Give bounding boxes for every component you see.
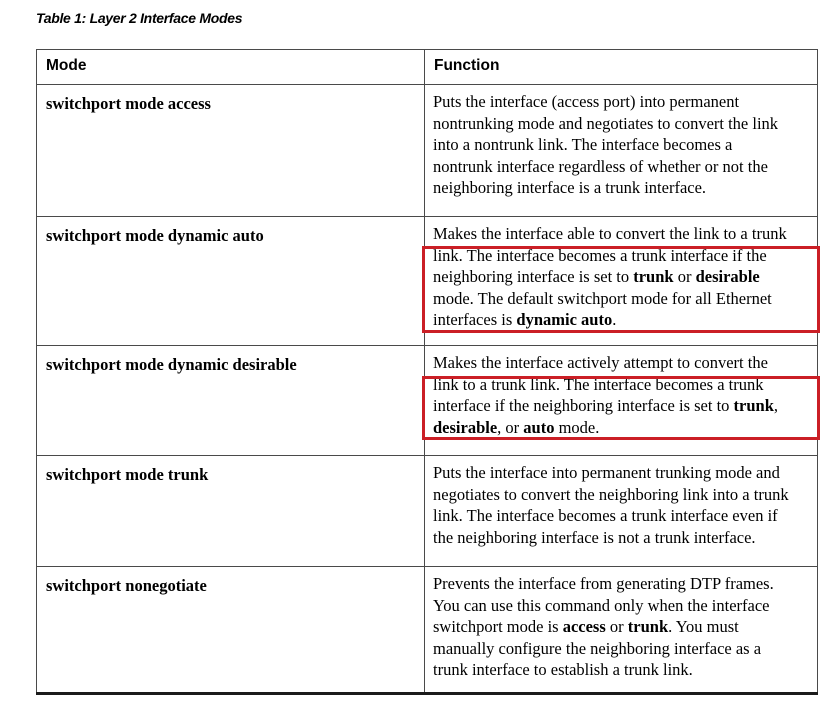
mode-command: switchport nonegotiate [46,576,207,595]
function-text-line: mode. The default switchport mode for all Ethernet [433,288,772,308]
mode-cell [37,346,425,456]
function-text-line: negotiates to convert the neighboring link into a trunk [433,484,789,504]
header-row [37,50,818,85]
function-cell [425,217,818,346]
function-text-line: desirable, or auto mode. [433,417,600,437]
function-text-line: neighboring interface is a trunk interface. [433,178,707,197]
function-text-line: Puts the interface (access port) into permanent [433,92,740,111]
function-text-line: into a nontrunk link. The interface becomes a [433,135,733,154]
function-text-line: You can use this command only when the interface [433,595,770,615]
function-text-line: nontrunk interface regardless of whether or not the [433,156,768,176]
function-text-line: trunk interface to establish a trunk link. [433,660,693,679]
function-text-line: manually configure the neighboring interface as a [433,638,762,658]
layer2-interface-modes-table [36,49,818,695]
function-text-line: the neighboring interface is not a trunk interface. [433,527,756,547]
function-text-line: Makes the interface able to convert the link to a trunk [433,224,787,243]
function-text-line: link to a trunk link. The interface becomes a trunk [433,374,764,394]
mode-command: switchport mode dynamic auto [46,226,264,245]
function-text-line: switchport mode is access or trunk. You must [433,617,739,636]
table-row [37,567,818,694]
table-caption: Table 1: Layer 2 Interface Modes [36,10,243,26]
mode-cell [37,217,425,346]
table-row [37,85,818,217]
function-text-line: link. The interface becomes a trunk interface even if [433,506,778,525]
mode-cell [37,85,425,217]
mode-command: switchport mode dynamic desirable [46,355,297,374]
function-cell [425,567,818,694]
function-cell [425,346,818,456]
function-text-line: nontrunking mode and negotiates to convert the link [433,113,779,133]
function-cell [425,85,818,217]
function-text-line: interfaces is dynamic auto. [433,310,617,329]
function-text-line: link. The interface becomes a trunk interface if the [433,245,767,265]
table-row [37,456,818,567]
function-text-line: interface if the neighboring interface is set to trunk, [433,396,779,415]
mode-command: switchport mode trunk [46,465,209,484]
function-cell [425,456,818,567]
table-row [37,346,818,456]
function-text-line: Puts the interface into permanent trunking mode and [433,463,780,482]
function-text-line: Makes the interface actively attempt to convert the [433,353,768,372]
table-row [37,217,818,346]
function-text-line: Prevents the interface from generating DTP frames. [433,574,774,593]
function-column-header: Function [425,50,818,85]
mode-cell [37,567,425,694]
mode-cell [37,456,425,567]
mode-column-header: Mode [37,50,425,85]
function-text-line: neighboring interface is set to trunk or desirable [433,267,760,286]
mode-command: switchport mode access [46,94,211,113]
